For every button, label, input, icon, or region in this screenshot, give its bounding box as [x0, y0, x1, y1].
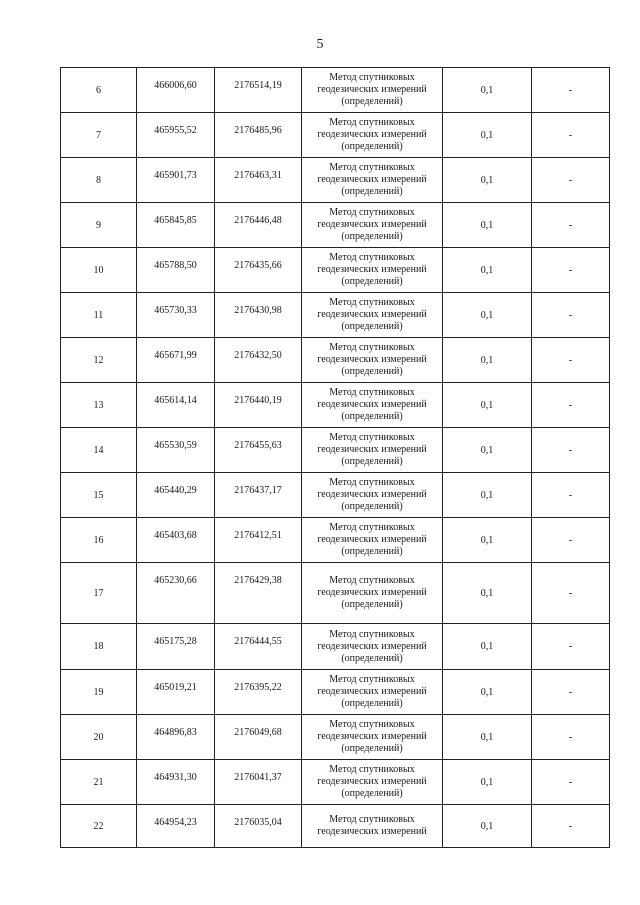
- method-line: геодезических измерений: [317, 731, 427, 742]
- method-line: Метод спутниковых: [329, 387, 415, 398]
- accuracy-cell: 0,1: [443, 383, 532, 428]
- description-cell: -: [532, 203, 610, 248]
- table-row: [61, 68, 610, 113]
- method-line: геодезических измерений: [317, 264, 427, 275]
- coordinate-x-cell: 464931,30: [137, 760, 215, 805]
- table-row: [61, 248, 610, 293]
- method-cell: [302, 428, 443, 473]
- coordinate-y-cell: 2176440,19: [215, 383, 302, 428]
- point-number-cell: 15: [61, 473, 137, 518]
- method-cell: [302, 338, 443, 383]
- method-cell: [302, 715, 443, 760]
- accuracy-cell: 0,1: [443, 473, 532, 518]
- accuracy-cell: 0,1: [443, 760, 532, 805]
- method-cell: [302, 383, 443, 428]
- method-line: геодезических измерений: [317, 826, 427, 837]
- table-row: [61, 805, 610, 848]
- method-line: геодезических измерений: [317, 587, 427, 598]
- method-line: Метод спутниковых: [329, 477, 415, 488]
- coordinate-x-cell: 465845,85: [137, 203, 215, 248]
- method-cell: [302, 805, 443, 848]
- table-row: [61, 428, 610, 473]
- coordinate-y-cell: 2176432,50: [215, 338, 302, 383]
- accuracy-cell: 0,1: [443, 158, 532, 203]
- method-line: Метод спутниковых: [329, 628, 415, 640]
- point-number-cell: 13: [61, 383, 137, 428]
- point-number-cell: 20: [61, 715, 137, 760]
- table-row: [61, 158, 610, 203]
- description-cell: -: [532, 518, 610, 563]
- coordinate-x-cell: 465530,59: [137, 428, 215, 473]
- accuracy-cell: 0,1: [443, 338, 532, 383]
- point-number-cell: 22: [61, 805, 137, 848]
- method-line: геодезических измерений: [317, 640, 427, 652]
- method-line: (определений): [341, 652, 403, 664]
- method-line: Метод спутниковых: [329, 117, 415, 128]
- coordinate-y-cell: 2176429,38: [215, 563, 302, 624]
- method-line: (определений): [341, 456, 403, 467]
- method-line: геодезических измерений: [317, 489, 427, 500]
- description-cell: -: [532, 715, 610, 760]
- method-line: (определений): [341, 321, 403, 332]
- method-line: геодезических измерений: [317, 776, 427, 787]
- method-line: (определений): [341, 276, 403, 287]
- coordinate-y-cell: 2176049,68: [215, 715, 302, 760]
- method-cell: [302, 113, 443, 158]
- accuracy-cell: 0,1: [443, 203, 532, 248]
- method-line: (определений): [341, 186, 403, 197]
- method-line: (определений): [341, 788, 403, 799]
- coordinate-y-cell: 2176446,48: [215, 203, 302, 248]
- accuracy-cell: 0,1: [443, 428, 532, 473]
- method-line: Метод спутниковых: [329, 162, 415, 173]
- coordinate-x-cell: 465901,73: [137, 158, 215, 203]
- method-line: Метод спутниковых: [329, 432, 415, 443]
- table-row: [61, 293, 610, 338]
- coordinate-x-cell: 465175,28: [137, 624, 215, 670]
- coordinate-y-cell: 2176041,37: [215, 760, 302, 805]
- method-line: (определений): [341, 411, 403, 422]
- method-line: Метод спутниковых: [329, 814, 415, 825]
- table-row: [61, 624, 610, 670]
- description-cell: -: [532, 338, 610, 383]
- method-line: (определений): [341, 366, 403, 377]
- point-number-cell: 8: [61, 158, 137, 203]
- coordinate-x-cell: 465230,66: [137, 563, 215, 624]
- coordinate-x-cell: 464896,83: [137, 715, 215, 760]
- point-number-cell: 17: [61, 563, 137, 624]
- method-cell: [302, 760, 443, 805]
- accuracy-cell: 0,1: [443, 248, 532, 293]
- accuracy-cell: 0,1: [443, 624, 532, 670]
- table-row: [61, 518, 610, 563]
- method-line: геодезических измерений: [317, 686, 427, 697]
- method-line: геодезических измерений: [317, 84, 427, 95]
- method-cell: [302, 473, 443, 518]
- coordinate-x-cell: 465614,14: [137, 383, 215, 428]
- table-row: [61, 383, 610, 428]
- method-cell: [302, 670, 443, 715]
- point-number-cell: 18: [61, 624, 137, 670]
- coordinate-x-cell: 465730,33: [137, 293, 215, 338]
- accuracy-cell: 0,1: [443, 715, 532, 760]
- page-number: 5: [316, 37, 324, 52]
- table-row: [61, 760, 610, 805]
- method-line: геодезических измерений: [317, 399, 427, 410]
- description-cell: -: [532, 805, 610, 848]
- method-line: Метод спутниковых: [329, 297, 415, 308]
- coordinate-x-cell: 464954,23: [137, 805, 215, 848]
- coordinate-y-cell: 2176463,31: [215, 158, 302, 203]
- method-cell: [302, 518, 443, 563]
- description-cell: -: [532, 760, 610, 805]
- point-number-cell: 19: [61, 670, 137, 715]
- accuracy-cell: 0,1: [443, 518, 532, 563]
- table-row: [61, 473, 610, 518]
- coordinate-y-cell: 2176395,22: [215, 670, 302, 715]
- coordinate-x-cell: 466006,60: [137, 68, 215, 113]
- method-line: геодезических измерений: [317, 444, 427, 455]
- accuracy-cell: 0,1: [443, 805, 532, 848]
- coordinate-y-cell: 2176444,55: [215, 624, 302, 670]
- coordinate-x-cell: 465019,21: [137, 670, 215, 715]
- accuracy-cell: 0,1: [443, 68, 532, 113]
- point-number-cell: 7: [61, 113, 137, 158]
- method-line: Метод спутниковых: [329, 674, 415, 685]
- point-number-cell: 16: [61, 518, 137, 563]
- method-line: Метод спутниковых: [329, 764, 415, 775]
- table-row: [61, 715, 610, 760]
- method-line: Метод спутниковых: [329, 252, 415, 263]
- description-cell: -: [532, 383, 610, 428]
- method-line: (определений): [341, 501, 403, 512]
- coordinate-x-cell: 465671,99: [137, 338, 215, 383]
- method-line: геодезических измерений: [317, 534, 427, 545]
- coordinate-y-cell: 2176485,96: [215, 113, 302, 158]
- accuracy-cell: 0,1: [443, 113, 532, 158]
- coordinate-y-cell: 2176455,63: [215, 428, 302, 473]
- description-cell: -: [532, 563, 610, 624]
- description-cell: -: [532, 473, 610, 518]
- description-cell: -: [532, 293, 610, 338]
- method-line: (определений): [341, 96, 403, 107]
- coordinate-x-cell: 465440,29: [137, 473, 215, 518]
- point-number-cell: 6: [61, 68, 137, 113]
- method-line: (определений): [341, 743, 403, 754]
- method-line: геодезических измерений: [317, 219, 427, 230]
- description-cell: -: [532, 158, 610, 203]
- point-number-cell: 10: [61, 248, 137, 293]
- method-line: (определений): [341, 141, 403, 152]
- method-line: Метод спутниковых: [329, 719, 415, 730]
- coordinate-y-cell: 2176514,19: [215, 68, 302, 113]
- method-cell: [302, 248, 443, 293]
- coordinate-x-cell: 465955,52: [137, 113, 215, 158]
- coordinate-x-cell: 465788,50: [137, 248, 215, 293]
- accuracy-cell: 0,1: [443, 670, 532, 715]
- method-line: геодезических измерений: [317, 354, 427, 365]
- table-row: [61, 203, 610, 248]
- method-cell: [302, 203, 443, 248]
- coordinate-y-cell: 2176437,17: [215, 473, 302, 518]
- coordinate-y-cell: 2176430,98: [215, 293, 302, 338]
- point-number-cell: 14: [61, 428, 137, 473]
- table-row: [61, 338, 610, 383]
- method-cell: [302, 158, 443, 203]
- method-cell: [302, 68, 443, 113]
- method-line: (определений): [341, 546, 403, 557]
- method-line: Метод спутниковых: [329, 575, 415, 586]
- method-line: (определений): [341, 231, 403, 242]
- method-cell: [302, 624, 443, 670]
- coordinate-x-cell: 465403,68: [137, 518, 215, 563]
- table-row: [61, 670, 610, 715]
- coordinates-table-body: [61, 68, 610, 848]
- method-line: Метод спутниковых: [329, 207, 415, 218]
- method-line: Метод спутниковых: [329, 522, 415, 533]
- description-cell: -: [532, 113, 610, 158]
- coordinate-y-cell: 2176035,04: [215, 805, 302, 848]
- method-line: (определений): [341, 599, 403, 610]
- method-line: Метод спутниковых: [329, 342, 415, 353]
- accuracy-cell: 0,1: [443, 563, 532, 624]
- method-line: геодезических измерений: [317, 174, 427, 185]
- point-number-cell: 9: [61, 203, 137, 248]
- method-cell: [302, 563, 443, 624]
- description-cell: -: [532, 670, 610, 715]
- table-row: [61, 563, 610, 624]
- coordinate-y-cell: 2176435,66: [215, 248, 302, 293]
- point-number-cell: 21: [61, 760, 137, 805]
- description-cell: -: [532, 68, 610, 113]
- method-line: (определений): [341, 698, 403, 709]
- method-cell: [302, 293, 443, 338]
- accuracy-cell: 0,1: [443, 293, 532, 338]
- description-cell: -: [532, 428, 610, 473]
- table-row: [61, 113, 610, 158]
- method-line: геодезических измерений: [317, 309, 427, 320]
- coordinate-y-cell: 2176412,51: [215, 518, 302, 563]
- point-number-cell: 12: [61, 338, 137, 383]
- point-number-cell: 11: [61, 293, 137, 338]
- method-line: Метод спутниковых: [329, 72, 415, 83]
- description-cell: -: [532, 624, 610, 670]
- coordinates-table: [60, 67, 610, 848]
- description-cell: -: [532, 248, 610, 293]
- method-line: геодезических измерений: [317, 129, 427, 140]
